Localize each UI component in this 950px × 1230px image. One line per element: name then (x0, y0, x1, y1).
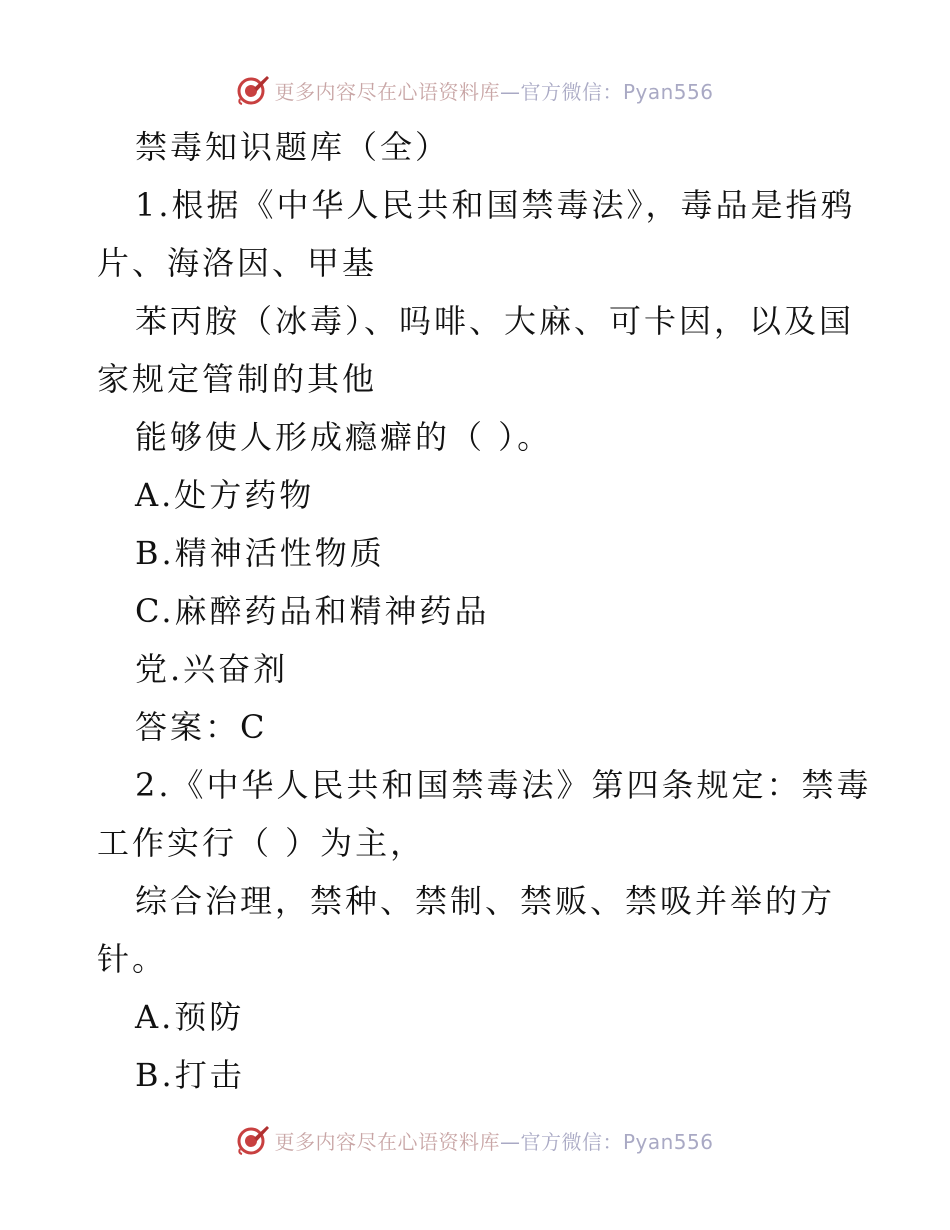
watermark-wechat: 官方微信：Pyan556 (520, 1129, 714, 1154)
q1-option-d: 党.兴奋剂 (135, 650, 289, 688)
q2-option-a: A.预防 (135, 998, 245, 1036)
q1-line-3: 苯丙胺（冰毒）、吗啡、大麻、可卡因，以及国 (135, 302, 855, 340)
q1-line-4: 家规定管制的其他 (97, 360, 378, 398)
q1-line-2: 片、海洛因、甲基 (97, 244, 378, 282)
brush-logo-icon (236, 1123, 270, 1157)
q2-line-1: 2.《中华人民共和国禁毒法》第四条规定：禁毒 (135, 766, 872, 804)
watermark-wechat: 官方微信：Pyan556 (520, 79, 714, 104)
q2-line-2: 工作实行（ ）为主， (97, 824, 426, 862)
watermark-dash: — (499, 1129, 521, 1154)
footer-watermark-banner (0, 1122, 950, 1158)
watermark-site-name: 更多内容尽在心语资料库 (274, 79, 500, 104)
q1-option-a: A.处方药物 (135, 476, 315, 514)
q1-option-b: B.精神活性物质 (135, 534, 385, 572)
q1-line-1: 1.根据《中华人民共和国禁毒法》，毒品是指鸦 (135, 186, 856, 224)
q2-line-3: 综合治理，禁种、禁制、禁贩、禁吸并举的方 (135, 882, 836, 920)
q2-line-4: 针。 (97, 940, 168, 978)
q1-option-c: C.麻醉药品和精神药品 (135, 592, 490, 630)
watermark-text (274, 1126, 713, 1155)
q1-answer: 答案：C (135, 708, 268, 746)
q2-option-b: B.打击 (135, 1056, 245, 1094)
watermark-dash: — (499, 79, 521, 104)
document-title: 禁毒知识题库（全） (135, 128, 451, 166)
q1-line-5: 能够使人形成瘾癖的（ ）。 (135, 418, 553, 456)
watermark-site-name: 更多内容尽在心语资料库 (274, 1129, 500, 1154)
